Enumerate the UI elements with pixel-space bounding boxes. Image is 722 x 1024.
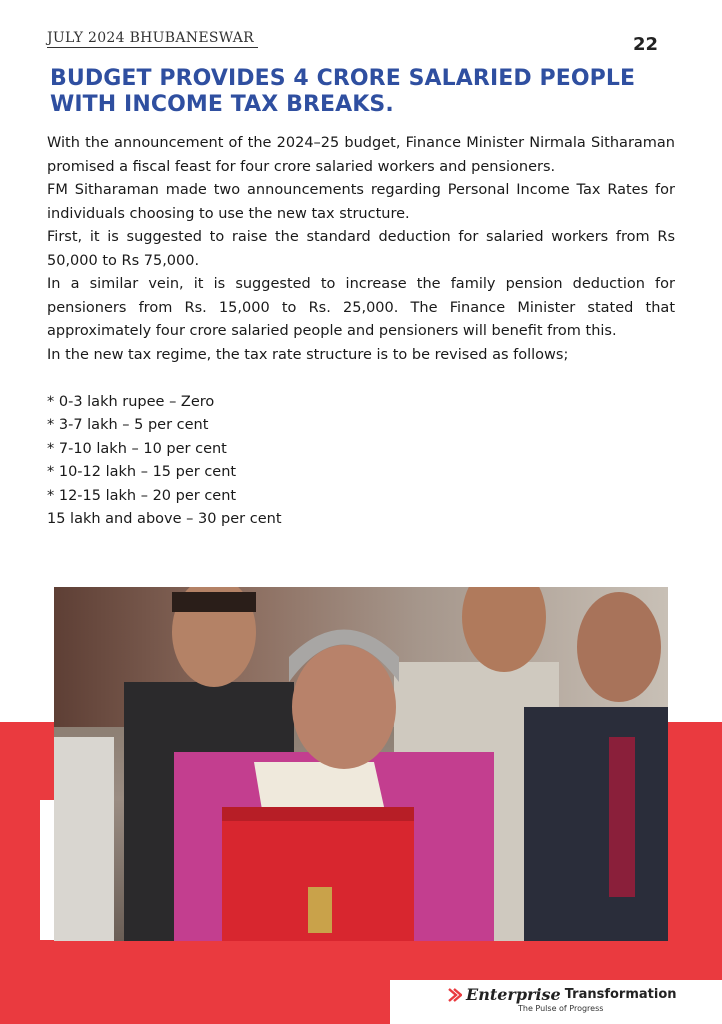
- white-accent-bracket: [40, 800, 54, 940]
- brand-arrow-icon: [448, 988, 462, 1002]
- tax-slab-item: * 10-12 lakh – 15 per cent: [47, 464, 237, 480]
- brand-suffix: Transformation: [564, 987, 677, 1002]
- red-left-strip: [0, 722, 40, 1024]
- brand-tagline: The Pulse of Progress: [518, 1004, 604, 1013]
- paragraph: First, it is suggested to raise the standard deduction for salaried workers from Rs 50,000 to Rs 75,000.: [47, 229, 675, 269]
- article-body: [47, 132, 675, 532]
- issue-date-location: JULY 2024 BHUBANESWAR: [47, 30, 258, 48]
- paragraph: In the new tax regime, the tax rate structure is to be revised as follows;: [47, 346, 569, 363]
- tax-slab-item: * 7-10 lakh – 10 per cent: [47, 440, 227, 457]
- tax-slab-item: * 12-15 lakh – 20 per cent: [47, 487, 237, 504]
- page-number: 22: [633, 34, 659, 55]
- paragraph: With the announcement of the 2024–25 budget, Finance Minister Nirmala Sitharaman promised a fiscal feast for four crore salaried workers and pensioners.: [47, 135, 675, 175]
- paragraph: FM Sitharaman made two announcements regarding Personal Income Tax Rates for individuals choosing to use the new tax structure.: [47, 182, 675, 222]
- tax-slab-item: 15 lakh and above – 30 per cent: [47, 511, 282, 527]
- photo-illustration: [54, 587, 668, 941]
- brand-name: Enterprise: [466, 985, 561, 1004]
- tax-slab-list: [47, 391, 675, 532]
- spacer: [47, 367, 675, 391]
- tax-slab-item: * 0-3 lakh rupee – Zero: [47, 393, 215, 410]
- article-title: BUDGET PROVIDES 4 CRORE SALARIED PEOPLE WITH INCOME TAX BREAKS.: [50, 66, 636, 117]
- tax-slab-item: * 3-7 lakh – 5 per cent: [47, 417, 209, 433]
- footer-logo: [448, 985, 677, 1004]
- article-photo: [54, 587, 668, 941]
- footer-red-band: [0, 980, 390, 1024]
- paragraph: In a similar vein, it is suggested to increase the family pension deduction for pensioners from Rs. 15,000 to Rs. 25,000. The Finance Minister stated that approximately four crore salaried people and pensioners will benefit from this.: [47, 276, 675, 339]
